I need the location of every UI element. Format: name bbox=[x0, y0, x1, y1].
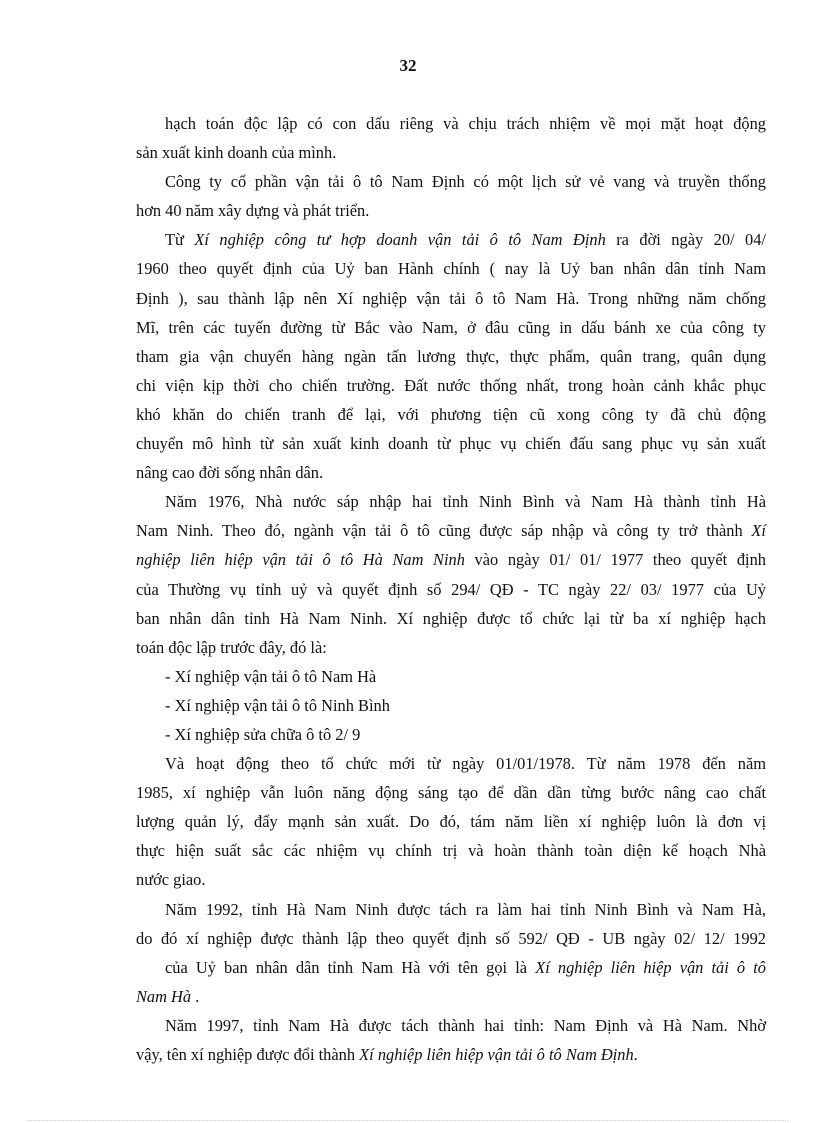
text-line bbox=[136, 807, 766, 836]
text-segment: của Uỷ ban nhân dân tỉnh Nam Hà với tên gọi là bbox=[165, 957, 536, 977]
text-line bbox=[136, 691, 766, 720]
text-segment: tham gia vận chuyển hàng ngàn tấn lương thực, thực phẩm, quân trang, quân dụng bbox=[136, 346, 766, 366]
text-line bbox=[136, 138, 766, 167]
text-segment: hơn 40 năm xây dựng và phát triển. bbox=[136, 201, 370, 221]
text-line bbox=[136, 196, 766, 225]
text-segment: - Xí nghiệp sửa chữa ô tô 2/ 9 bbox=[165, 724, 361, 744]
text-segment: ra đời ngày 20/ 04/ bbox=[605, 230, 766, 250]
text-line bbox=[136, 516, 766, 545]
text-segment: lượng quản lý, đẩy mạnh sản xuất. Do đó, tám năm liền xí nghiệp luôn là đơn vị bbox=[136, 812, 766, 832]
italic-text-segment: Xí nghiệp liên hiệp vận tải ô tô bbox=[535, 957, 766, 977]
text-line bbox=[136, 982, 766, 1011]
text-segment: - Xí nghiệp vận tải ô tô Nam Hà bbox=[165, 666, 377, 686]
text-line bbox=[136, 604, 766, 633]
text-line bbox=[136, 953, 766, 982]
text-line bbox=[136, 545, 766, 574]
text-line bbox=[136, 458, 766, 487]
text-line bbox=[136, 1011, 766, 1040]
text-line bbox=[136, 749, 766, 778]
text-line bbox=[136, 313, 766, 342]
text-line bbox=[136, 429, 766, 458]
text-segment: chuyển mô hình từ sản xuất kinh doanh từ phục vụ chiến đấu sang phục vụ sản xuất bbox=[136, 434, 766, 454]
text-segment: Nam Ninh. Theo đó, ngành vận tải ô tô cũng được sáp nhập và công ty trở thành bbox=[136, 521, 752, 541]
text-line bbox=[136, 284, 766, 313]
text-segment: sản xuất kinh doanh của mình. bbox=[136, 143, 337, 163]
text-segment: hạch toán độc lập có con dấu riêng và chịu trách nhiệm về mọi mặt hoạt động bbox=[165, 114, 766, 133]
text-line bbox=[136, 1040, 766, 1069]
text-line bbox=[136, 836, 766, 865]
text-line bbox=[136, 720, 766, 749]
text-segment: khó khăn do chiến tranh để lại, với phương tiện cũ xong công ty đã chủ động bbox=[136, 404, 766, 424]
page-number: 32 bbox=[399, 56, 417, 75]
text-segment: 1985, xí nghiệp vẫn luôn năng động sáng tạo để dần dần từng bước nâng cao chất bbox=[136, 783, 766, 803]
text-segment: 1960 theo quyết định của Uỷ ban Hành chính ( nay là Uỷ ban nhân dân tỉnh Nam bbox=[136, 259, 766, 279]
text-segment: do đó xí nghiệp được thành lập theo quyết định số 592/ QĐ - UB ngày 02/ 12/ 1992 bbox=[136, 928, 766, 948]
text-segment: Năm 1992, tỉnh Hà Nam Ninh được tách ra làm hai tỉnh Ninh Bình và Nam Hà, bbox=[165, 899, 766, 919]
text-segment: vào ngày 01/ 01/ 1977 theo quyết định bbox=[464, 550, 766, 570]
page-bottom-rule bbox=[28, 1120, 788, 1121]
text-segment: Định ), sau thành lập nên Xí nghiệp vận tải ô tô Nam Hà. Trong những năm chống bbox=[136, 288, 766, 308]
text-segment: Từ bbox=[165, 230, 195, 250]
italic-text-segment: nghiệp liên hiệp vận tải ô tô Hà Nam Ninh bbox=[136, 550, 465, 570]
text-line bbox=[136, 575, 766, 604]
text-line bbox=[136, 371, 766, 400]
italic-text-segment: Xí nghiệp liên hiệp vận tải ô tô Nam Định bbox=[359, 1045, 634, 1064]
text-segment: - Xí nghiệp vận tải ô tô Ninh Bình bbox=[165, 695, 390, 715]
text-segment: nâng cao đời sống nhân dân. bbox=[136, 463, 324, 483]
text-segment: Mĩ, trên các tuyến đường từ Bắc vào Nam, ở đâu cũng in dấu bánh xe của công ty bbox=[136, 317, 766, 337]
text-segment: vậy, tên xí nghiệp được đổi thành bbox=[136, 1045, 360, 1064]
text-segment: Năm 1976, Nhà nước sáp nhập hai tỉnh Ninh Bình và Nam Hà thành tỉnh Hà bbox=[165, 492, 766, 512]
text-segment: thực hiện suất sắc các nhiệm vụ chính trị và hoàn thành toàn diện kế hoạch Nhà bbox=[136, 841, 766, 861]
text-line bbox=[136, 225, 766, 254]
text-segment: ban nhân dân tỉnh Hà Nam Ninh. Xí nghiệp được tổ chức lại từ ba xí nghiệp hạch bbox=[136, 608, 766, 628]
text-segment: toán độc lập trước đây, đó là: bbox=[136, 637, 327, 657]
text-line bbox=[136, 865, 766, 894]
text-line bbox=[136, 167, 766, 196]
text-segment: Và hoạt động theo tổ chức mới từ ngày 01/01/1978. Từ năm 1978 đến năm bbox=[165, 754, 766, 774]
text-line bbox=[136, 342, 766, 371]
text-line bbox=[136, 924, 766, 953]
italic-text-segment: Nam Hà bbox=[136, 986, 192, 1006]
text-line bbox=[136, 662, 766, 691]
document-body bbox=[136, 109, 766, 1069]
italic-text-segment: Xí nghiệp công tư hợp doanh vận tải ô tô Nam Định bbox=[194, 230, 606, 250]
text-line bbox=[136, 895, 766, 924]
text-segment: Công ty cổ phần vận tải ô tô Nam Định có một lịch sử vẻ vang và truyền thống bbox=[165, 172, 766, 192]
text-line bbox=[136, 109, 766, 138]
italic-text-segment: Xí bbox=[751, 521, 766, 541]
text-segment: chi viện kịp thời cho chiến trường. Đất nước thống nhất, trong hoàn cảnh khắc phục bbox=[136, 375, 766, 395]
text-segment: nước giao. bbox=[136, 870, 206, 890]
text-segment: Năm 1997, tỉnh Nam Hà được tách thành hai tỉnh: Nam Định và Hà Nam. Nhờ bbox=[165, 1015, 766, 1035]
text-line bbox=[136, 254, 766, 283]
text-line bbox=[136, 487, 766, 516]
text-line bbox=[136, 400, 766, 429]
text-segment: . bbox=[191, 986, 200, 1006]
text-line bbox=[136, 633, 766, 662]
text-segment: . bbox=[633, 1045, 638, 1064]
text-segment: của Thường vụ tỉnh uỷ và quyết định số 294/ QĐ - TC ngày 22/ 03/ 1977 của Uỷ bbox=[136, 579, 766, 599]
text-line bbox=[136, 778, 766, 807]
